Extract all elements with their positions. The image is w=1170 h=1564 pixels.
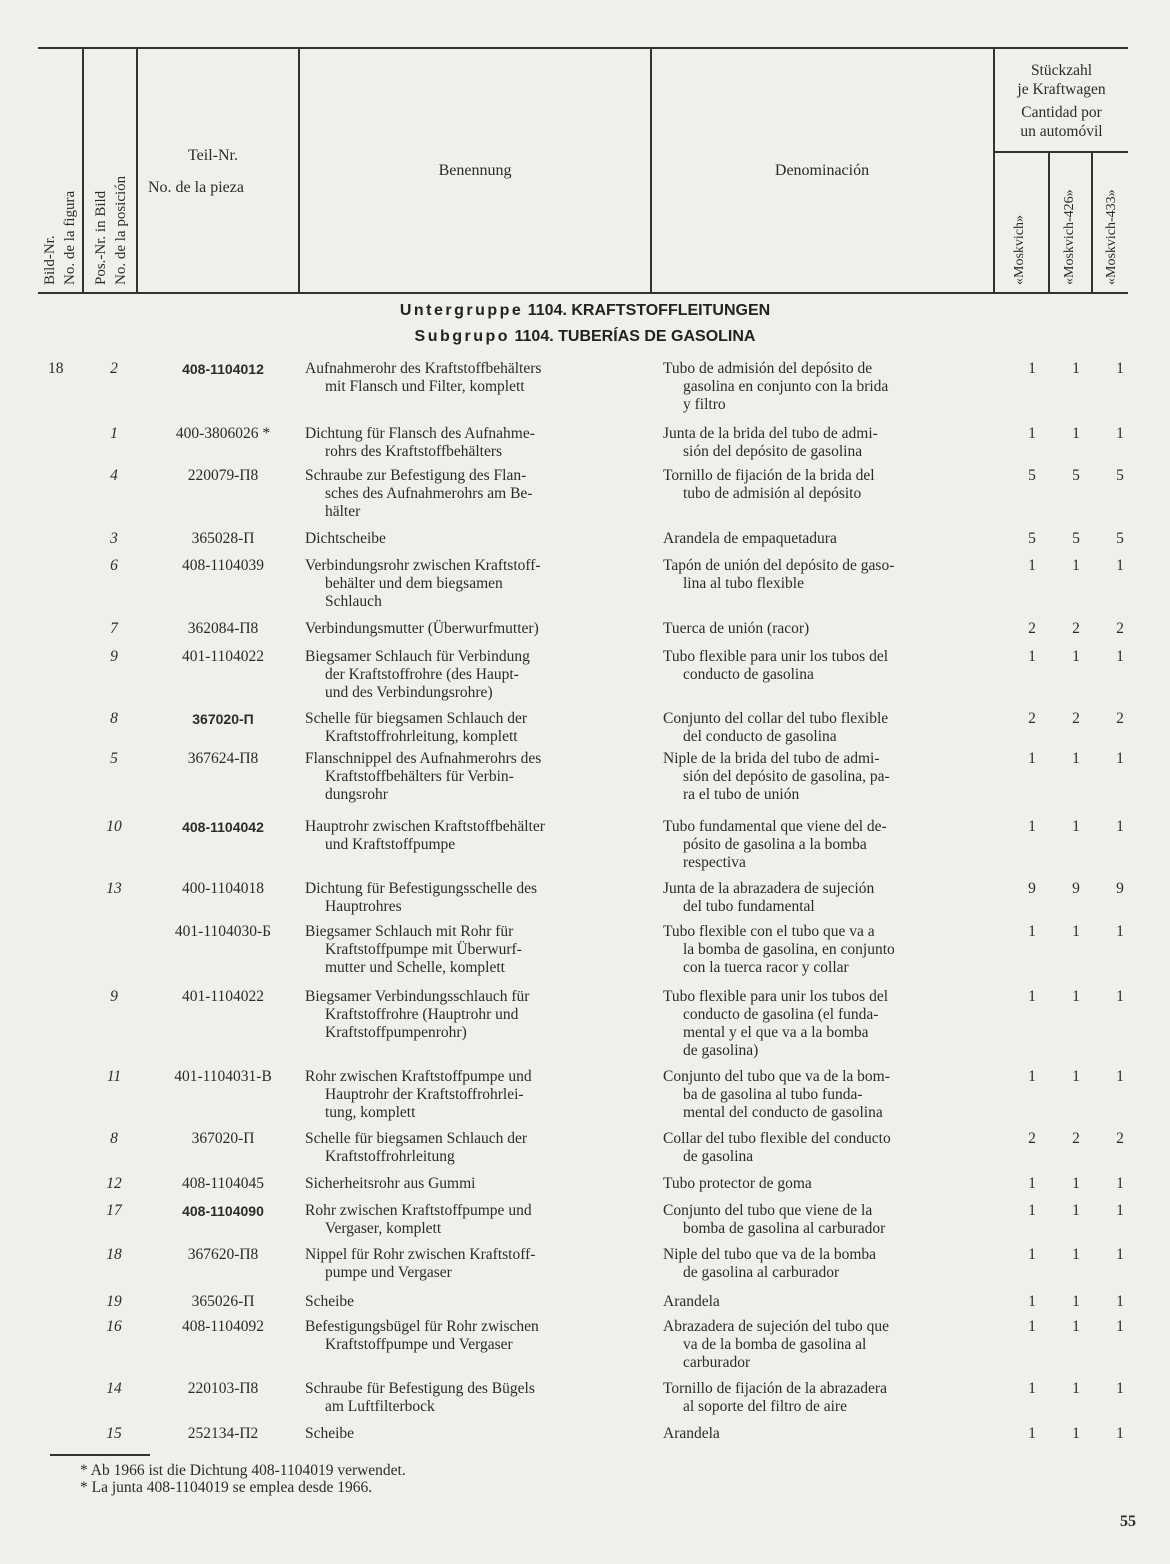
- quantity-model-2: 1: [1072, 425, 1080, 442]
- name-german-line: Kraftstoffrohrleitung, komplett: [325, 728, 518, 745]
- name-spanish: [663, 648, 983, 684]
- name-spanish-line: Niple del tubo que va de la bomba: [663, 1246, 877, 1263]
- name-spanish-line: del tubo fundamental: [683, 898, 815, 915]
- name-spanish-line: Tubo de admisión del depósito de: [663, 360, 873, 377]
- name-spanish: [663, 360, 983, 414]
- name-german-line: Kraftstoffbehälters für Verbin-: [325, 768, 514, 785]
- name-german-line: mit Flansch und Filter, komplett: [325, 378, 525, 395]
- position-number: 1: [110, 425, 118, 442]
- name-german: [305, 1425, 650, 1443]
- name-german: [305, 1293, 650, 1311]
- name-spanish-line: conducto de gasolina: [683, 666, 814, 683]
- name-german: [305, 1068, 650, 1122]
- name-german-line: Sicherheitsrohr aus Gummi: [305, 1175, 476, 1192]
- part-number: 362084-П8: [187, 620, 259, 637]
- quantity-model-1: 5: [1028, 467, 1036, 484]
- part-number: 408-1104042: [182, 819, 264, 835]
- part-number: 220079-П8: [187, 467, 259, 484]
- name-spanish-line: mental y el que va a la bomba: [683, 1024, 869, 1041]
- position-number: 7: [110, 620, 118, 637]
- quantity-model-1: 9: [1028, 880, 1036, 897]
- header-model-3: «Moskvich-433»: [1104, 189, 1119, 285]
- position-number: 2: [110, 360, 118, 377]
- quantity-model-2: 5: [1072, 467, 1080, 484]
- table-header: [38, 47, 1128, 294]
- name-spanish-line: Tubo protector de goma: [663, 1175, 812, 1192]
- subgroup-title-es: Subgrupo 1104. TUBERÍAS DE GASOLINA: [414, 328, 756, 345]
- name-spanish-line: Tornillo de fijación de la brida del: [663, 467, 875, 484]
- quantity-model-1: 1: [1028, 360, 1036, 377]
- position-number: 12: [106, 1175, 122, 1192]
- name-german-line: Nippel für Rohr zwischen Kraftstoff-: [305, 1246, 536, 1263]
- quantity-model-3: 1: [1116, 1293, 1124, 1310]
- part-number: 401-1104022: [181, 988, 265, 1005]
- quantity-model-3: 1: [1116, 1068, 1124, 1085]
- quantity-model-2: 1: [1072, 1175, 1080, 1192]
- name-spanish: [663, 750, 983, 804]
- figure-number: 18: [48, 360, 64, 377]
- name-spanish-line: al soporte del filtro de aire: [683, 1398, 847, 1415]
- quantity-model-3: 1: [1116, 750, 1124, 767]
- position-number: 3: [110, 530, 118, 547]
- position-number: 19: [106, 1293, 122, 1310]
- name-german-line: Kraftstoffpumpe mit Überwurf-: [325, 941, 522, 958]
- name-german: [305, 530, 650, 548]
- name-spanish: [663, 710, 983, 746]
- name-spanish-line: Tubo flexible para unir los tubos del: [663, 648, 889, 665]
- footnote-rule: [50, 1454, 150, 1456]
- quantity-model-3: 2: [1116, 1130, 1124, 1147]
- part-number: 367020-П: [192, 711, 254, 727]
- name-german-line: Scheibe: [305, 1293, 355, 1310]
- quantity-model-1: 1: [1028, 557, 1036, 574]
- quantity-model-2: 5: [1072, 530, 1080, 547]
- name-german-line: mutter und Schelle, komplett: [325, 959, 505, 976]
- name-spanish-line: Niple de la brida del tubo de admi-: [663, 750, 880, 767]
- part-number: 365026-П: [191, 1293, 255, 1310]
- name-spanish-line: Tornillo de fijación de la abrazadera: [663, 1380, 887, 1397]
- name-german: [305, 360, 650, 396]
- quantity-model-1: 1: [1028, 425, 1036, 442]
- quantity-model-3: 1: [1116, 818, 1124, 835]
- quantity-model-3: 1: [1116, 988, 1124, 1005]
- name-spanish: [663, 923, 983, 977]
- footnote-de: * Ab 1966 ist die Dichtung 408-1104019 verwendet.: [80, 1462, 406, 1479]
- name-spanish-line: Abrazadera de sujeción del tubo que: [663, 1318, 889, 1335]
- name-spanish-line: con la tuerca racor y collar: [683, 959, 849, 976]
- name-german-line: Rohr zwischen Kraftstoffpumpe und: [305, 1068, 532, 1085]
- position-number: 16: [106, 1318, 122, 1335]
- quantity-model-3: 2: [1116, 710, 1124, 727]
- name-german-line: Schlauch: [325, 593, 382, 610]
- name-spanish-line: Tubo flexible para unir los tubos del: [663, 988, 889, 1005]
- quantity-model-3: 1: [1116, 1318, 1124, 1335]
- part-number: 408-1104090: [182, 1203, 264, 1219]
- quantity-model-2: 1: [1072, 1246, 1080, 1263]
- name-german: [305, 620, 650, 638]
- quantity-model-2: 1: [1072, 923, 1080, 940]
- quantity-model-3: 1: [1116, 648, 1124, 665]
- name-german: [305, 710, 650, 746]
- quantity-model-3: 9: [1116, 880, 1124, 897]
- quantity-model-1: 1: [1028, 1202, 1036, 1219]
- name-german-line: tung, komplett: [325, 1104, 416, 1121]
- quantity-model-2: 2: [1072, 620, 1080, 637]
- header-pos-nr: Pos.-Nr. in Bild No. de la posición: [93, 175, 129, 285]
- quantity-model-2: 1: [1072, 818, 1080, 835]
- position-number: 10: [106, 818, 122, 835]
- name-spanish-line: pósito de gasolina a la bomba: [683, 836, 867, 853]
- quantity-model-2: 1: [1072, 648, 1080, 665]
- subgroup-title-de: Untergruppe 1104. KRAFTSTOFFLEITUNGEN: [399, 302, 771, 319]
- quantity-model-1: 1: [1028, 1318, 1036, 1335]
- part-number: 408-1104039: [181, 557, 265, 574]
- name-german-line: und Kraftstoffpumpe: [325, 836, 456, 853]
- part-number: 367624-П8: [187, 750, 259, 767]
- name-german-line: Aufnahmerohr des Kraftstoffbehälters: [305, 360, 542, 377]
- part-number: 401-1104022: [181, 648, 265, 665]
- name-german-line: Kraftstoffrohrleitung: [325, 1148, 455, 1165]
- name-german-line: Scheibe: [305, 1425, 355, 1442]
- part-number: 365028-П: [191, 530, 255, 547]
- page-number: 55: [1120, 1513, 1136, 1530]
- part-number: 408-1104045: [181, 1175, 265, 1192]
- part-number: 400-1104018: [181, 880, 265, 897]
- name-spanish-line: Junta de la abrazadera de sujeción: [663, 880, 875, 897]
- name-spanish-line: tubo de admisión al depósito: [683, 485, 862, 502]
- quantity-model-1: 2: [1028, 1130, 1036, 1147]
- name-spanish-line: Collar del tubo flexible del conducto: [663, 1130, 891, 1147]
- name-german-line: und des Verbindungsrohre): [325, 684, 493, 701]
- name-german-line: Schelle für biegsamen Schlauch der: [305, 1130, 528, 1147]
- quantity-model-2: 1: [1072, 1068, 1080, 1085]
- quantity-model-3: 1: [1116, 1425, 1124, 1442]
- quantity-model-3: 1: [1116, 923, 1124, 940]
- name-spanish: [663, 1202, 983, 1238]
- quantity-model-2: 1: [1072, 557, 1080, 574]
- part-number: 401-1104030-Б: [174, 923, 272, 940]
- name-german: [305, 988, 650, 1042]
- name-spanish: [663, 467, 983, 503]
- name-spanish-line: ba de gasolina al tubo funda-: [683, 1086, 863, 1103]
- quantity-model-1: 5: [1028, 530, 1036, 547]
- name-spanish-line: lina al tubo flexible: [683, 575, 804, 592]
- quantity-model-2: 1: [1072, 988, 1080, 1005]
- position-number: 13: [106, 880, 122, 897]
- name-german: [305, 1380, 650, 1416]
- name-german: [305, 557, 650, 611]
- quantity-model-1: 1: [1028, 750, 1036, 767]
- name-spanish-line: mental del conducto de gasolina: [683, 1104, 883, 1121]
- name-spanish-line: Junta de la brida del tubo de admi-: [663, 425, 878, 442]
- name-spanish-line: Conjunto del tubo que viene de la: [663, 1202, 873, 1219]
- name-spanish-line: Conjunto del tubo que va de la bom-: [663, 1068, 890, 1085]
- name-spanish-line: de gasolina): [683, 1042, 759, 1059]
- quantity-model-2: 1: [1072, 750, 1080, 767]
- header-teil-nr: Teil-Nr. No. de la pieza: [148, 147, 244, 196]
- quantity-model-3: 1: [1116, 425, 1124, 442]
- name-spanish-line: respectiva: [683, 854, 746, 871]
- name-spanish: [663, 1380, 983, 1416]
- name-spanish-line: Arandela: [663, 1425, 720, 1442]
- name-german: [305, 467, 650, 521]
- name-german: [305, 880, 650, 916]
- quantity-model-1: 1: [1028, 648, 1036, 665]
- name-spanish-line: va de la bomba de gasolina al: [683, 1336, 867, 1353]
- name-spanish: [663, 1175, 983, 1193]
- part-number: 408-1104092: [181, 1318, 265, 1335]
- quantity-model-1: 1: [1028, 923, 1036, 940]
- quantity-model-1: 1: [1028, 1293, 1036, 1310]
- name-spanish-line: Conjunto del collar del tubo flexible: [663, 710, 889, 727]
- quantity-model-1: 1: [1028, 988, 1036, 1005]
- position-number: 15: [106, 1425, 122, 1442]
- header-denominacion: Denominación: [774, 162, 870, 179]
- name-spanish: [663, 425, 983, 461]
- name-spanish: [663, 880, 983, 916]
- name-german: [305, 1202, 650, 1238]
- name-german-line: am Luftfilterbock: [325, 1398, 435, 1415]
- quantity-model-2: 9: [1072, 880, 1080, 897]
- quantity-model-1: 1: [1028, 818, 1036, 835]
- name-german-line: Schelle für biegsamen Schlauch der: [305, 710, 528, 727]
- position-number: 6: [110, 557, 118, 574]
- name-spanish: [663, 1068, 983, 1122]
- quantity-model-1: 1: [1028, 1068, 1036, 1085]
- part-number: 408-1104012: [182, 361, 264, 377]
- position-number: 14: [106, 1380, 122, 1397]
- name-german-line: Biegsamer Schlauch mit Rohr für: [305, 923, 514, 940]
- quantity-model-3: 1: [1116, 557, 1124, 574]
- part-number: 220103-П8: [187, 1380, 259, 1397]
- name-spanish: [663, 557, 983, 593]
- name-spanish-line: ra el tubo de unión: [683, 786, 800, 803]
- name-spanish-line: Tubo fundamental que viene del de-: [663, 818, 887, 835]
- position-number: 17: [106, 1202, 122, 1219]
- name-spanish: [663, 530, 983, 548]
- name-german-line: Verbindungsrohr zwischen Kraftstoff-: [305, 557, 541, 574]
- name-german-line: pumpe und Vergaser: [325, 1264, 452, 1281]
- position-number: 5: [110, 750, 118, 767]
- name-german-line: Kraftstoffrohre (Hauptrohr und: [325, 1006, 519, 1023]
- header-benennung: Benennung: [438, 162, 512, 179]
- name-spanish-line: bomba de gasolina al carburador: [683, 1220, 886, 1237]
- quantity-model-2: 2: [1072, 710, 1080, 727]
- name-german-line: Hauptrohr zwischen Kraftstoffbehälter: [305, 818, 545, 835]
- name-german-line: Dichtung für Flansch des Aufnahme-: [305, 425, 535, 442]
- name-spanish-line: y filtro: [683, 396, 726, 413]
- name-german: [305, 1130, 650, 1166]
- quantity-model-2: 1: [1072, 1380, 1080, 1397]
- name-german-line: behälter und dem biegsamen: [325, 575, 503, 592]
- position-number: 9: [110, 648, 118, 665]
- name-spanish: [663, 1425, 983, 1443]
- name-spanish: [663, 988, 983, 1060]
- quantity-model-2: 1: [1072, 1202, 1080, 1219]
- name-german-line: Vergaser, komplett: [325, 1220, 442, 1237]
- name-spanish-line: Tapón de unión del depósito de gaso-: [663, 557, 895, 574]
- position-number: 8: [110, 1130, 118, 1147]
- quantity-model-3: 1: [1116, 360, 1124, 377]
- quantity-model-1: 2: [1028, 620, 1036, 637]
- name-german: [305, 750, 650, 804]
- quantity-model-3: 1: [1116, 1202, 1124, 1219]
- quantity-model-1: 1: [1028, 1246, 1036, 1263]
- name-spanish-line: Arandela: [663, 1293, 720, 1310]
- name-german-line: Verbindungsmutter (Überwurfmutter): [305, 620, 539, 637]
- name-spanish: [663, 620, 983, 638]
- name-german-line: hälter: [325, 503, 361, 520]
- name-spanish-line: Arandela de empaquetadura: [663, 530, 837, 547]
- name-spanish: [663, 1293, 983, 1311]
- name-german-line: Kraftstoffpumpenrohr): [325, 1024, 467, 1041]
- quantity-model-3: 1: [1116, 1380, 1124, 1397]
- quantity-model-1: 1: [1028, 1425, 1036, 1442]
- position-number: 4: [110, 467, 118, 484]
- name-german: [305, 1246, 650, 1282]
- name-german: [305, 818, 650, 854]
- name-german-line: Befestigungsbügel für Rohr zwischen: [305, 1318, 539, 1335]
- name-german-line: sches des Aufnahmerohrs am Be-: [325, 485, 533, 502]
- name-german-line: Dichtung für Befestigungsschelle des: [305, 880, 538, 897]
- name-german-line: Hauptrohr der Kraftstoffrohrlei-: [325, 1086, 524, 1103]
- name-german: [305, 1318, 650, 1354]
- name-german-line: Kraftstoffpumpe und Vergaser: [325, 1336, 513, 1353]
- position-number: 18: [106, 1246, 122, 1263]
- part-number: 400-3806026 *: [175, 425, 271, 442]
- quantity-model-2: 1: [1072, 360, 1080, 377]
- name-spanish-line: Tuerca de unión (racor): [663, 620, 810, 637]
- name-spanish-line: de gasolina: [683, 1148, 754, 1165]
- quantity-model-3: 1: [1116, 1175, 1124, 1192]
- quantity-model-1: 1: [1028, 1175, 1036, 1192]
- name-german-line: Hauptrohres: [325, 898, 402, 915]
- name-spanish: [663, 1246, 983, 1282]
- part-number: 252134-П2: [187, 1425, 259, 1442]
- position-number: 9: [110, 988, 118, 1005]
- name-german-line: Biegsamer Verbindungsschlauch für: [305, 988, 530, 1005]
- name-german-line: Schraube zur Befestigung des Flan-: [305, 467, 527, 484]
- name-german-line: rohrs des Kraftstoffbehälters: [325, 443, 503, 460]
- name-spanish-line: gasolina en conjunto con la brida: [683, 378, 889, 395]
- name-spanish-line: conducto de gasolina (el funda-: [683, 1006, 879, 1023]
- quantity-model-3: 5: [1116, 467, 1124, 484]
- header-stueckzahl: Stückzahl je Kraftwagen Cantidad por un automóvil: [1017, 62, 1106, 140]
- quantity-model-1: 2: [1028, 710, 1036, 727]
- header-model-2: «Moskvich-426»: [1062, 189, 1077, 285]
- name-german: [305, 425, 650, 461]
- name-german-line: dungsrohr: [325, 786, 388, 803]
- name-german: [305, 1175, 650, 1193]
- name-spanish: [663, 1130, 983, 1166]
- quantity-model-2: 1: [1072, 1293, 1080, 1310]
- part-number: 367020-П: [191, 1130, 255, 1147]
- position-number: 11: [106, 1068, 122, 1085]
- quantity-model-2: 2: [1072, 1130, 1080, 1147]
- name-german-line: Dichtscheibe: [305, 530, 386, 547]
- name-german-line: Rohr zwischen Kraftstoffpumpe und: [305, 1202, 532, 1219]
- quantity-model-3: 2: [1116, 620, 1124, 637]
- name-spanish: [663, 1318, 983, 1372]
- part-number: 401-1104031-В: [174, 1068, 272, 1085]
- position-number: 8: [110, 710, 118, 727]
- part-number: 367620-П8: [187, 1246, 259, 1263]
- quantity-model-3: 1: [1116, 1246, 1124, 1263]
- name-spanish: [663, 818, 983, 872]
- header-model-1: «Moskvich»: [1012, 215, 1027, 285]
- name-german: [305, 648, 650, 702]
- quantity-model-3: 5: [1116, 530, 1124, 547]
- name-spanish-line: sión del depósito de gasolina, pa-: [683, 768, 890, 785]
- quantity-model-1: 1: [1028, 1380, 1036, 1397]
- name-spanish-line: la bomba de gasolina, en conjunto: [683, 941, 895, 958]
- name-german-line: Biegsamer Schlauch für Verbindung: [305, 648, 530, 665]
- quantity-model-2: 1: [1072, 1425, 1080, 1442]
- quantity-model-2: 1: [1072, 1318, 1080, 1335]
- footnote-es: * La junta 408-1104019 se emplea desde 1966.: [80, 1479, 373, 1496]
- name-spanish-line: Tubo flexible con el tubo que va a: [663, 923, 875, 940]
- name-spanish-line: del conducto de gasolina: [683, 728, 837, 745]
- header-bild-nr: Bild-Nr. No. de la figura: [42, 190, 78, 285]
- name-spanish-line: sión del depósito de gasolina: [683, 443, 863, 460]
- name-spanish-line: carburador: [683, 1354, 751, 1371]
- name-spanish-line: de gasolina al carburador: [683, 1264, 840, 1281]
- name-german-line: Flanschnippel des Aufnahmerohrs des: [305, 750, 542, 767]
- name-german: [305, 923, 650, 977]
- name-german-line: Schraube für Befestigung des Bügels: [305, 1380, 535, 1397]
- name-german-line: der Kraftstoffrohre (des Haupt-: [325, 666, 519, 683]
